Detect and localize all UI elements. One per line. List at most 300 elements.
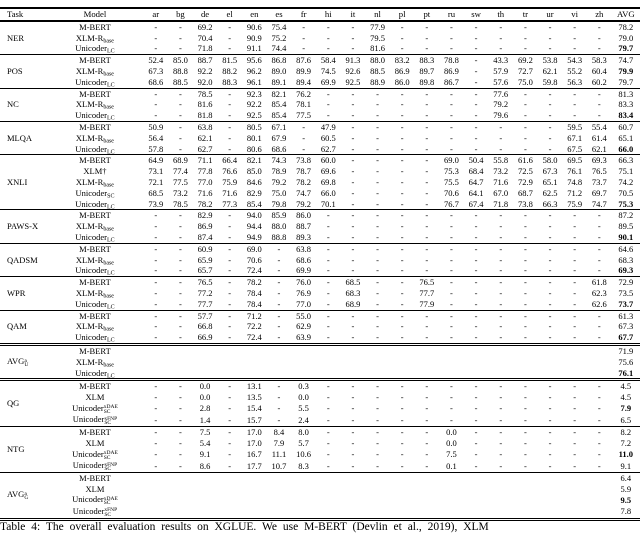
value-cell <box>143 357 168 368</box>
value-cell: 8.6 <box>199 460 211 471</box>
value-cell: - <box>523 403 527 414</box>
value-cell: 67.1 <box>567 132 583 143</box>
value-cell: 78.7 <box>296 166 312 177</box>
value-cell <box>242 494 267 506</box>
value-cell: 0.0 <box>298 392 309 403</box>
value-cell: - <box>178 437 182 448</box>
value-cell: 75.5 <box>444 176 459 187</box>
value-cell <box>168 472 193 483</box>
value-cell: 68.3 <box>345 287 361 298</box>
value-cell: - <box>474 99 478 110</box>
value-cell: - <box>178 221 182 232</box>
value-cell: - <box>523 110 527 121</box>
value-cell: 43.3 <box>493 55 509 66</box>
value-cell: - <box>450 381 453 392</box>
value-cell: - <box>228 99 232 110</box>
model-label: M-BERT <box>79 121 111 132</box>
value-cell: - <box>351 243 355 254</box>
value-cell: - <box>499 437 503 448</box>
value-cell: - <box>376 437 379 448</box>
avg-value-cell: 79.0 <box>618 32 634 43</box>
value-cell: 73.2 <box>172 187 188 198</box>
value-cell: 76.9 <box>296 287 312 298</box>
value-cell <box>242 506 267 519</box>
value-cell: - <box>499 321 503 332</box>
value-cell: 52.4 <box>148 55 164 66</box>
value-cell: 94.0 <box>246 210 262 221</box>
value-cell: - <box>400 437 404 448</box>
value-cell: - <box>400 121 404 132</box>
value-cell: 63.8 <box>197 121 213 132</box>
value-cell: - <box>548 121 552 132</box>
value-cell: - <box>523 43 527 54</box>
avg-value-cell: 75.3 <box>618 198 634 209</box>
value-cell: - <box>450 332 453 343</box>
value-cell: - <box>450 298 453 309</box>
value-cell: 69.0 <box>246 243 262 254</box>
value-cell: 77.7 <box>419 287 435 298</box>
value-cell: - <box>474 110 478 121</box>
value-cell <box>513 472 538 483</box>
value-cell: - <box>474 43 478 54</box>
value-cell: 82.9 <box>246 187 262 198</box>
table-row <box>0 144 640 155</box>
avg-value-cell: 79.9 <box>618 65 634 76</box>
value-cell <box>464 472 489 483</box>
value-cell: 70.4 <box>197 32 213 43</box>
value-cell: 62.7 <box>197 143 213 154</box>
value-cell: - <box>450 132 453 143</box>
value-cell: 77.9 <box>370 21 385 32</box>
value-cell: 86.0 <box>394 76 410 87</box>
value-cell: - <box>573 310 577 321</box>
value-cell: - <box>573 110 577 121</box>
value-cell: - <box>573 43 577 54</box>
table-row <box>0 392 640 403</box>
value-cell <box>341 344 366 356</box>
value-cell: - <box>499 221 503 232</box>
label-script: xDAE SC <box>103 450 118 461</box>
value-cell: - <box>178 277 182 288</box>
value-cell <box>316 472 341 483</box>
value-cell: - <box>154 392 158 403</box>
value-cell: - <box>351 414 355 425</box>
task-label: PAWS-X <box>7 221 39 232</box>
avg-value-cell: 68.3 <box>618 254 634 265</box>
value-cell: - <box>154 221 158 232</box>
value-cell: - <box>302 143 306 154</box>
value-cell: - <box>548 414 552 425</box>
value-cell <box>538 368 563 380</box>
value-cell: - <box>499 287 503 298</box>
task-label: AVG a G <box>7 489 29 502</box>
value-cell: - <box>450 392 453 403</box>
value-cell: - <box>178 427 182 438</box>
value-cell: - <box>400 132 404 143</box>
task-label: MLQA <box>7 132 33 143</box>
value-cell: 71.2 <box>567 187 583 198</box>
value-cell <box>217 494 242 506</box>
avg-value-cell: 79.7 <box>618 43 634 54</box>
value-cell: 90.9 <box>246 32 262 43</box>
value-cell: - <box>474 414 478 425</box>
model-label: Unicoder$_{LC}$ <box>75 43 115 55</box>
value-cell: 69.7 <box>591 187 607 198</box>
value-cell <box>217 368 242 380</box>
value-cell: 60.4 <box>591 65 607 76</box>
value-cell: - <box>425 310 429 321</box>
value-cell: - <box>326 110 330 121</box>
value-cell: 85.9 <box>271 210 287 221</box>
value-cell <box>217 472 242 483</box>
value-cell: - <box>474 332 478 343</box>
table-row <box>0 472 640 483</box>
value-cell: - <box>302 21 306 32</box>
value-cell: - <box>228 254 232 265</box>
value-cell: - <box>450 403 453 414</box>
value-cell: 73.8 <box>296 155 312 166</box>
table-row <box>0 438 640 449</box>
value-cell: 88.3 <box>222 76 238 87</box>
column-header-pt: pt <box>423 9 431 19</box>
model-label: M-BERT <box>79 88 111 99</box>
value-cell: - <box>400 277 404 288</box>
value-cell: - <box>277 287 281 298</box>
value-cell: - <box>154 110 158 121</box>
value-cell: 9.1 <box>199 449 211 460</box>
value-cell: - <box>523 221 527 232</box>
avg-value-cell: 6.4 <box>620 472 632 483</box>
value-cell: - <box>351 43 355 54</box>
value-cell: 68.6 <box>271 143 287 154</box>
value-cell: - <box>178 21 182 32</box>
value-cell: 0.3 <box>298 381 309 392</box>
model-label: Unicoder$_{LC}$ <box>75 332 115 344</box>
value-cell: - <box>573 414 577 425</box>
value-cell: - <box>400 187 404 198</box>
value-cell <box>193 344 218 356</box>
model-label: Unicoder$_{LC}$ <box>75 265 115 277</box>
value-cell: - <box>523 121 527 132</box>
value-cell: - <box>499 277 503 288</box>
value-cell <box>291 368 316 380</box>
value-cell <box>242 357 267 368</box>
value-cell: 61.4 <box>591 132 607 143</box>
value-cell: - <box>326 243 330 254</box>
value-cell: - <box>425 143 429 154</box>
value-cell: - <box>425 221 429 232</box>
table-row <box>0 357 640 368</box>
value-cell <box>390 344 415 356</box>
value-cell: 65.1 <box>542 176 558 187</box>
value-cell: - <box>597 321 601 332</box>
avg-value-cell: 73.5 <box>618 287 634 298</box>
value-cell: - <box>376 155 379 166</box>
value-cell <box>587 344 612 356</box>
value-cell: - <box>573 427 577 438</box>
column-header-pl: pl <box>398 9 406 19</box>
value-cell <box>562 472 587 483</box>
value-cell: 74.4 <box>271 43 287 54</box>
value-cell: 88.8 <box>271 231 287 242</box>
value-cell: - <box>376 298 379 309</box>
model-label: Unicoder xDAE SC <box>72 402 118 415</box>
value-cell: 60.0 <box>320 155 336 166</box>
value-cell: 64.9 <box>148 155 164 166</box>
value-cell <box>291 484 316 495</box>
table-row <box>0 380 640 392</box>
value-cell: 84.6 <box>246 176 262 187</box>
value-cell: 69.2 <box>197 21 213 32</box>
value-cell: 68.7 <box>517 187 533 198</box>
value-cell: 69.3 <box>591 155 607 166</box>
value-cell: 71.6 <box>493 176 509 187</box>
avg-value-cell: 74.2 <box>618 176 634 187</box>
value-cell: - <box>154 231 158 242</box>
value-cell <box>488 357 513 368</box>
value-cell: 67.0 <box>493 187 509 198</box>
value-cell: - <box>548 99 552 110</box>
value-cell <box>242 344 267 356</box>
value-cell: 92.5 <box>246 110 262 121</box>
value-cell: - <box>400 166 404 177</box>
value-cell: - <box>573 231 577 242</box>
value-cell: 78.9 <box>271 166 287 177</box>
value-cell: - <box>548 403 552 414</box>
value-cell: - <box>400 392 404 403</box>
value-cell: - <box>228 437 232 448</box>
value-cell: 8.3 <box>298 460 309 471</box>
value-cell: - <box>499 392 503 403</box>
value-cell: 86.8 <box>271 55 287 66</box>
value-cell: 78.1 <box>296 99 312 110</box>
task-label: NER <box>7 32 24 43</box>
value-cell: - <box>351 155 355 166</box>
value-cell: - <box>499 310 503 321</box>
table-row <box>0 484 640 495</box>
value-cell: - <box>178 449 182 460</box>
value-cell <box>390 494 415 506</box>
value-cell: - <box>228 231 232 242</box>
value-cell: 57.6 <box>493 76 509 87</box>
value-cell: - <box>597 403 601 414</box>
value-cell: - <box>499 403 503 414</box>
value-cell <box>439 368 464 380</box>
value-cell: 92.6 <box>345 65 361 76</box>
value-cell <box>267 484 292 495</box>
value-cell: 78.8 <box>444 55 459 66</box>
value-cell <box>538 344 563 356</box>
value-cell: 75.2 <box>271 32 287 43</box>
model-label: XLM-$R_{base}$ <box>75 132 114 145</box>
task-section-xnli <box>0 155 640 210</box>
value-cell: 68.6 <box>296 254 312 265</box>
value-cell: 47.9 <box>320 121 336 132</box>
value-cell: - <box>376 449 379 460</box>
value-cell: - <box>400 449 404 460</box>
value-cell: 57.8 <box>148 143 164 154</box>
value-cell: 69.8 <box>320 176 336 187</box>
value-cell <box>193 506 218 519</box>
value-cell: - <box>178 132 182 143</box>
value-cell <box>513 368 538 380</box>
model-label: Unicoder$_{LC}$ <box>75 76 115 89</box>
avg-value-cell: 69.3 <box>618 265 634 276</box>
value-cell: 63.9 <box>296 332 312 343</box>
value-cell: - <box>376 243 379 254</box>
value-cell: - <box>400 155 404 166</box>
value-cell: - <box>523 265 527 276</box>
value-cell: - <box>351 437 355 448</box>
value-cell: - <box>351 321 355 332</box>
value-cell: - <box>228 403 232 414</box>
label-subscript: SC <box>107 193 115 200</box>
value-cell: 76.5 <box>419 277 435 288</box>
value-cell: - <box>548 427 552 438</box>
value-cell: - <box>178 414 182 425</box>
value-cell: - <box>326 381 330 392</box>
value-cell: - <box>326 231 330 242</box>
value-cell: - <box>228 449 232 460</box>
value-cell: - <box>376 110 379 121</box>
value-cell: - <box>228 332 232 343</box>
value-cell: 88.2 <box>222 65 238 76</box>
value-cell: - <box>523 427 527 438</box>
value-cell: 58.3 <box>591 55 607 66</box>
value-cell: - <box>326 437 330 448</box>
value-cell: - <box>400 110 404 121</box>
value-cell: - <box>154 287 158 298</box>
column-header-de: de <box>200 9 210 19</box>
table-row <box>0 210 640 221</box>
value-cell <box>168 484 193 495</box>
column-header-el: el <box>226 9 233 19</box>
value-cell: 58.4 <box>320 55 336 66</box>
value-cell: - <box>154 332 158 343</box>
value-cell: - <box>376 166 379 177</box>
value-cell <box>562 357 587 368</box>
value-cell: 66.3 <box>542 198 558 209</box>
column-header-task: Task <box>7 9 24 19</box>
value-cell <box>415 484 440 495</box>
value-cell: 72.9 <box>517 176 533 187</box>
value-cell: - <box>351 121 355 132</box>
model-label: Unicoder xDAE SC <box>72 448 118 461</box>
value-cell: 77.4 <box>172 166 188 177</box>
value-cell: 68.5 <box>345 277 361 288</box>
value-cell: 0.1 <box>446 460 457 471</box>
value-cell: - <box>474 221 478 232</box>
value-cell: - <box>400 99 404 110</box>
value-cell <box>587 484 612 495</box>
value-cell: - <box>573 298 577 309</box>
value-cell: 73.8 <box>517 198 533 209</box>
value-cell <box>415 357 440 368</box>
column-header-nl: nl <box>374 9 381 19</box>
value-cell: - <box>376 427 379 438</box>
value-cell: 76.6 <box>222 166 238 177</box>
value-cell: 69.2 <box>517 55 533 66</box>
value-cell: - <box>154 310 158 321</box>
value-cell: 81.8 <box>197 110 213 121</box>
value-cell: - <box>474 392 478 403</box>
value-cell: - <box>499 231 503 242</box>
column-header-avg: AVG <box>616 9 635 19</box>
value-cell: - <box>523 132 527 143</box>
value-cell: 85.4 <box>246 198 262 209</box>
value-cell: - <box>326 332 330 343</box>
label-subscript: LC <box>106 115 115 122</box>
value-cell: 87.4 <box>197 231 213 242</box>
value-cell: - <box>523 277 527 288</box>
column-header-vi: vi <box>571 9 579 19</box>
value-cell: - <box>548 88 552 99</box>
value-cell: - <box>597 99 601 110</box>
value-cell: - <box>351 110 355 121</box>
table-row <box>0 88 640 99</box>
value-cell <box>217 484 242 495</box>
column-header-model: Model <box>83 9 107 19</box>
value-cell: - <box>450 287 453 298</box>
value-cell: 68.6 <box>148 76 164 87</box>
value-cell: 75.0 <box>271 187 287 198</box>
value-cell: - <box>474 55 478 66</box>
value-cell: 82.1 <box>246 155 262 166</box>
value-cell: - <box>351 143 355 154</box>
value-cell: - <box>523 88 527 99</box>
value-cell: - <box>228 121 232 132</box>
value-cell <box>365 484 390 495</box>
value-cell: - <box>499 143 503 154</box>
value-cell <box>464 368 489 380</box>
value-cell: - <box>178 88 182 99</box>
value-cell <box>341 506 366 519</box>
value-cell: 7.9 <box>273 437 285 448</box>
value-cell: 88.7 <box>197 55 213 66</box>
value-cell: - <box>351 460 355 471</box>
value-cell: 70.6 <box>246 254 262 265</box>
model-label: XLM-$R_{base}$ <box>75 176 114 189</box>
value-cell: - <box>548 43 552 54</box>
value-cell: - <box>474 88 478 99</box>
value-cell: 17.0 <box>246 427 262 438</box>
value-cell: - <box>376 99 379 110</box>
value-cell <box>390 484 415 495</box>
value-cell: 79.5 <box>370 32 385 43</box>
value-cell: - <box>178 99 182 110</box>
value-cell: - <box>326 32 330 43</box>
value-cell: 76.5 <box>197 277 213 288</box>
value-cell: - <box>425 155 429 166</box>
value-cell <box>341 484 366 495</box>
value-cell <box>464 494 489 506</box>
value-cell: - <box>154 449 158 460</box>
value-cell: 74.3 <box>271 155 287 166</box>
value-cell: - <box>228 321 232 332</box>
value-cell: - <box>351 210 355 221</box>
value-cell: - <box>400 243 404 254</box>
value-cell: - <box>376 265 379 276</box>
value-cell: - <box>597 21 601 32</box>
value-cell: - <box>548 437 552 448</box>
avg-value-cell: 8.2 <box>620 427 632 438</box>
value-cell: 75.0 <box>517 76 533 87</box>
value-cell: - <box>597 332 601 343</box>
model-label: M-BERT <box>79 427 111 438</box>
value-cell: - <box>474 121 478 132</box>
value-cell: - <box>499 243 503 254</box>
value-cell: - <box>277 254 281 265</box>
